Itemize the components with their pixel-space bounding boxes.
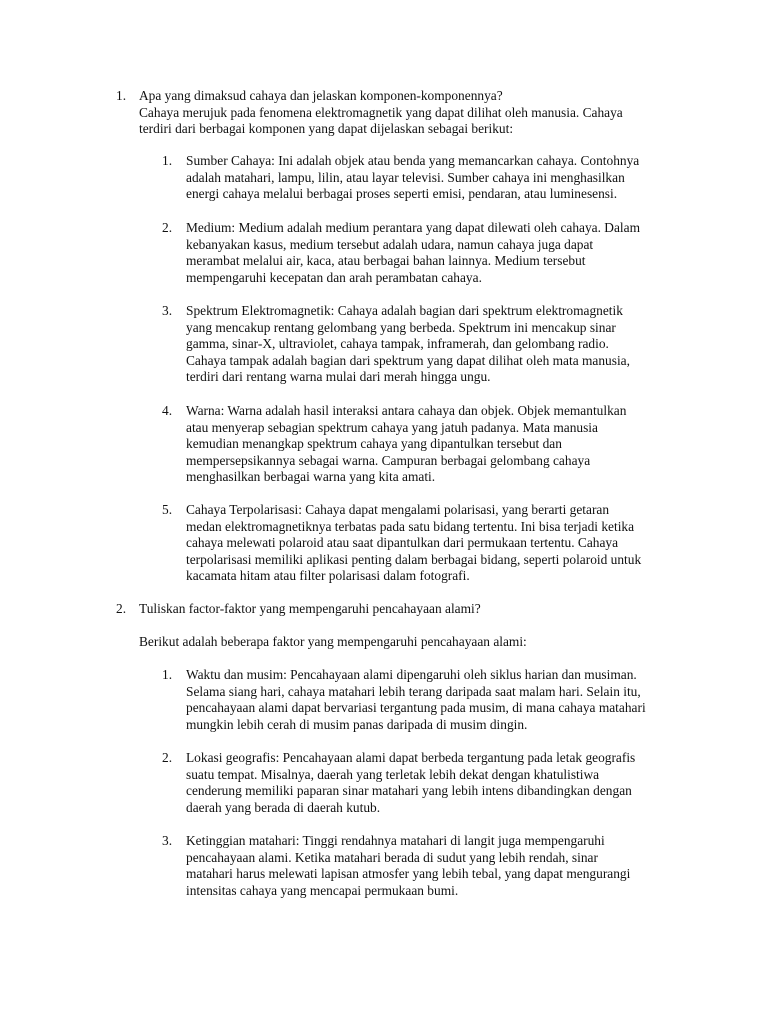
list-item <box>162 833 682 899</box>
question-number: 2. <box>116 601 127 616</box>
question-2 <box>116 601 676 618</box>
list-item-text: Lokasi geografis: Pencahayaan alami dapat berbeda tergantung pada letak geografis suatu tempat. Misalnya, daerah yang terletak lebih dekat dengan khatulistiwa cenderung memiliki paparan sinar matahari yang lebih intens dibandingkan dengan daerah yang berada di daerah kutub. <box>186 750 636 815</box>
list-item-text: Waktu dan musim: Pencahayaan alami dipengaruhi oleh siklus harian dan musiman. Selama siang hari, cahaya matahari lebih terang daripada saat malam hari. Selain itu, pencahayaan alami dapat bervariasi tergantung pada musim, di mana cahaya matahari mungkin lebih cerah di musim panas daripada di musim dingin. <box>186 667 646 732</box>
question-1 <box>116 88 676 138</box>
list-item-number: 2. <box>162 750 173 765</box>
list-item-text: Sumber Cahaya: Ini adalah objek atau benda yang memancarkan cahaya. Contohnya adalah matahari, lampu, lilin, atau layar televisi. Sumber cahaya ini menghasilkan energi cahaya melalui berbagai proses seperti emisi, pendaran, atau luminesensi. <box>186 153 640 202</box>
list-item <box>162 667 682 733</box>
question-text: Tuliskan factor-faktor yang mempengaruhi pencahayaan alami? <box>139 601 481 616</box>
list-item-number: 1. <box>162 153 173 168</box>
list-item-number: 5. <box>162 502 173 517</box>
list-item <box>162 303 682 386</box>
list-item <box>162 220 682 286</box>
list-item-text: Ketinggian matahari: Tinggi rendahnya matahari di langit juga mempengaruhi pencahayaan alami. Ketika matahari berada di sudut yang lebih rendah, sinar matahari harus melewati lapisan atmosfer yang lebih tebal, yang dapat mengurangi intensitas cahaya yang mencapai permukaan bumi. <box>186 833 631 898</box>
list-item-text: Warna: Warna adalah hasil interaksi antara cahaya dan objek. Objek memantulkan atau menyerap sebagian spektrum cahaya yang jatuh padanya. Mata manusia kemudian menangkap spektrum cahaya yang dipantulkan tersebut dan mempersepsikannya sebagai warna. Campuran berbagai gelombang cahaya menghasilkan berbagai warna yang kita amati. <box>186 403 627 485</box>
answer-intro-block <box>116 634 676 651</box>
list-item-number: 2. <box>162 220 173 235</box>
list-item <box>162 403 682 486</box>
question-number: 1. <box>116 88 127 103</box>
list-item-number: 4. <box>162 403 173 418</box>
list-item-number: 1. <box>162 667 173 682</box>
list-item <box>162 502 682 585</box>
question-text: Apa yang dimaksud cahaya dan jelaskan komponen-komponennya? <box>139 88 503 103</box>
list-item <box>162 750 682 816</box>
list-item-text: Spektrum Elektromagnetik: Cahaya adalah bagian dari spektrum elektromagnetik yang mencakup rentang gelombang yang berbeda. Spektrum ini mencakup sinar gamma, sinar-X, ultraviolet, cahaya tampak, inframerah, dan gelombang radio. Cahaya tampak adalah bagian dari spektrum yang dapat dilihat oleh mata manusia, terdiri dari rentang warna mulai dari merah hingga ungu. <box>186 303 630 385</box>
list-item-number: 3. <box>162 303 173 318</box>
list-item-text: Medium: Medium adalah medium perantara yang dapat dilewati oleh cahaya. Dalam kebanyakan kasus, medium tersebut adalah udara, namun cahaya juga dapat merambat melalui air, kaca, atau berbagai bahan lainnya. Medium tersebut mempengaruhi kecepatan dan arah perambatan cahaya. <box>186 220 641 285</box>
answer-intro: Cahaya merujuk pada fenomena elektromagnetik yang dapat dilihat oleh manusia. Cahaya terdiri dari berbagai komponen yang dapat dijelaskan sebagai berikut: <box>139 104 623 137</box>
list-item-number: 3. <box>162 833 173 848</box>
list-item <box>162 153 682 203</box>
answer-intro: Berikut adalah beberapa faktor yang mempengaruhi pencahayaan alami: <box>139 634 527 649</box>
list-item-text: Cahaya Terpolarisasi: Cahaya dapat mengalami polarisasi, yang berarti getaran medan elektromagnetiknya terbatas pada satu bidang tertentu. Ini bisa terjadi ketika cahaya melewati polaroid atau saat dipantulkan dari permukaan tertentu. Cahaya terpolarisasi memiliki aplikasi penting dalam berbagai bidang, seperti polaroid untuk kacamata hitam atau filter polarisasi dalam fotografi. <box>186 502 642 584</box>
